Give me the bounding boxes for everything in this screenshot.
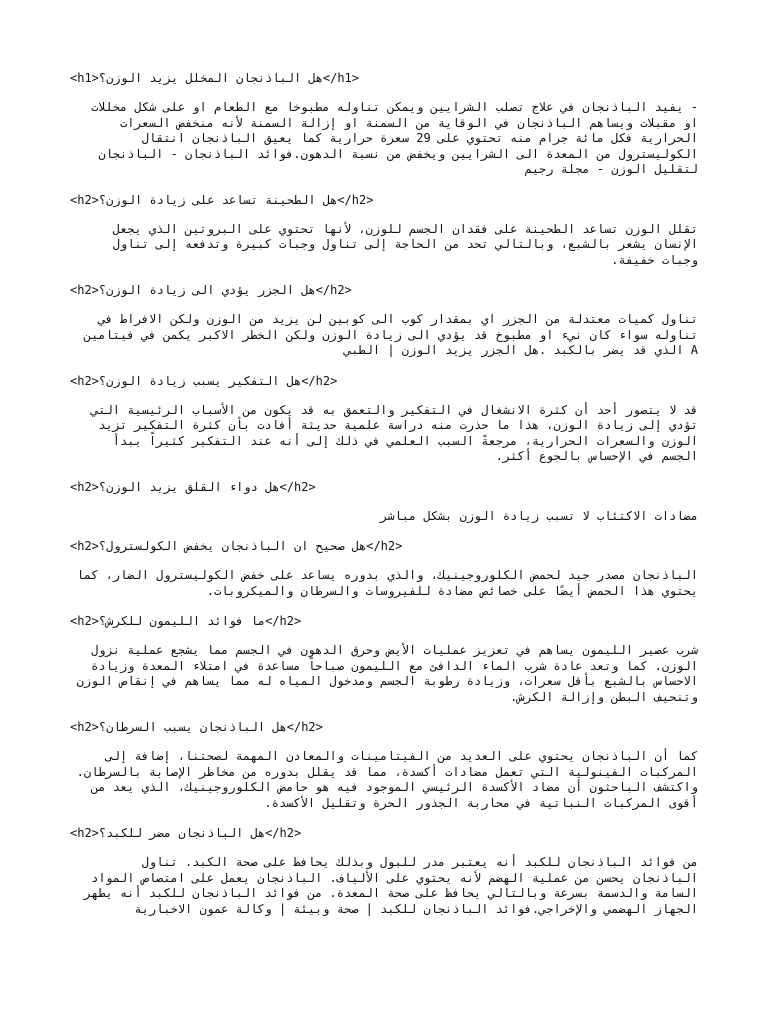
- section-paragraph: شرب عصير الليمون يساهم في تعزيز عمليات الأيض وحرق الدهون في الجسم مما يشجع عملية نزول الوزن. كما وتعد عادة شرب الماء الدافئ مع الليمون صباحاً مساعدة في امتلاء المعدة وزيادة الاحساس بالشبع بأقل سعرات، وزيادة رطوبة الجسم ومدخول المياه له مما يساهم في إنقاص الوزن وتنحيف البطن وإزالة الكرش.: [76, 643, 698, 704]
- section-heading-h2: <h2>هل التفكير يسبب زيادة الوزن؟</h2>: [70, 373, 338, 388]
- section-heading-h2: <h2>هل الباذنجان يسبب السرطان؟</h2>: [70, 720, 323, 734]
- section-paragraph: مضادات الاكتئاب لا تسبب زيادة الوزن بشكل مباشر: [380, 508, 698, 523]
- section-paragraph: من فوائد الباذنجان للكبد أنه يعتبر مدر للبول وبذلك يحافظ على صحة الكبد. تناول الباذنجان يحسن من عملية الهضم لأنه يحتوي على الألياف. الباذنجان يعمل على امتصاص المواد السامة والدسمة بسرعة وبالتالي يحافظ على صحة المعدة. من فوائد الباذنجان للكبد أنه يطهر الجهاز الهضمي والإخراجي.فوائد الباذنجان للكبد | صحة وبيئة | وكالة عمون الاخبارية: [83, 855, 698, 916]
- section-heading-h2: <h2>هل صحيح ان الباذنجان يخفض الكولسترول؟</h2>: [70, 539, 403, 553]
- section-heading-h2: <h2>ما فوائد الليمون للكرش؟</h2>: [70, 614, 302, 628]
- section-paragraph: تناول كميات معتدلة من الجزر اي بمقدار كوب الى كوبين لن يزيد من الوزن ولكن الافراط في تناوله سواء كان نيء او مطبوخ قد يؤدي الى زيادة الوزن ولكن الخطر الاكبر يكمن في فيتامين A الذي قد يضر بالكبد .هل الجزر يزيد الوزن | الطبي: [83, 312, 698, 357]
- section-paragraph: قد لا يتصور أحد أن كثرة الانشغال في التفكير والتعمق به قد يكون من الأسباب الرئيسية التي تؤدي إلى زيادة الوزن، هذا ما حذرت منه دراسة علمية حديثة أفادت بأن كثرة التفكير تزيد الوزن والسعرات الحرارية، مرجعةً السبب العلمي في ذلك إلى أنه عند التفكير كثيراً يبدأ الجسم في الإحساس بالجوع أكثر.: [91, 402, 698, 463]
- section-heading-h1: <h1>هل الباذنجان المخلل يزيد الوزن؟</h1>: [70, 71, 359, 85]
- section-paragraph: الباذنجان مصدر جيد لحمض الكلوروجينيك، والذي بدوره يساعد على خفض الكوليسترول الضار، كما يحتوي هذا الحمض أيضًا على خصائص مضادة للفيروسات والسرطان والميكروبات.: [76, 568, 698, 598]
- section-heading-h2: <h2>هل الطحينة تساعد على زيادة الوزن؟</h2>: [70, 192, 374, 207]
- section-paragraph: كما أن الباذنجان يحتوي على العديد من الفيتامينات والمعادن المهمة لصحتنا، إضافة إلى المركبات الفينولية التي تعمل مضادات أكسدة، مما قد يقلل بدوره من مخاطر الإصابة بالسرطان. واكتشف الباحثون أن مضاد الأكسدة الرئيسي الموجود فيه هو حامض الكلوروجينيك، الذي يعد من أقوى المركبات النباتية في محاربة الجذور الحرة وتقليل الأكسدة.: [76, 749, 698, 810]
- section-heading-h2: <h2>هل الباذنجان مضر للكبد؟</h2>: [70, 826, 302, 840]
- section-heading-h2: <h2>هل الجزر يؤدي الى زيادة الوزن؟</h2>: [70, 283, 352, 297]
- section-heading-h2: <h2>هل دواء القلق يزيد الوزن؟</h2>: [70, 479, 316, 494]
- section-paragraph: تقلل الوزن تساعد الطحينة على فقدان الجسم للوزن، لأنها تحتوي على البروتين الذي يجعل الإنسان يشعر بالشبع، وبالتالي تحد من الحاجة إلى تناول وجبات كبيرة وتدفعه إلى تناول وجبات خفيفة.: [112, 221, 698, 267]
- section-paragraph: - يفيد الباذنجان في علاج تصلب الشرايين ويمكن تناوله مطبوخا مع الطعام او على شكل مخللات او مقبلات ويساهم الباذنجان في الوقاية من السمنة او إزالة السمنة لأنه منخفض السعرات الحرارية فكل مائة جرام منه تحتوي على 29 سعرة حرارية كما يعيق الباذنجان انتقال الكوليسترول من المعدة الى الشرايين ويخفض من نسبة الدهون.فوائد الباذنجان - الباذنجان لتقليل الوزن - مجلة رجيم: [91, 100, 698, 176]
